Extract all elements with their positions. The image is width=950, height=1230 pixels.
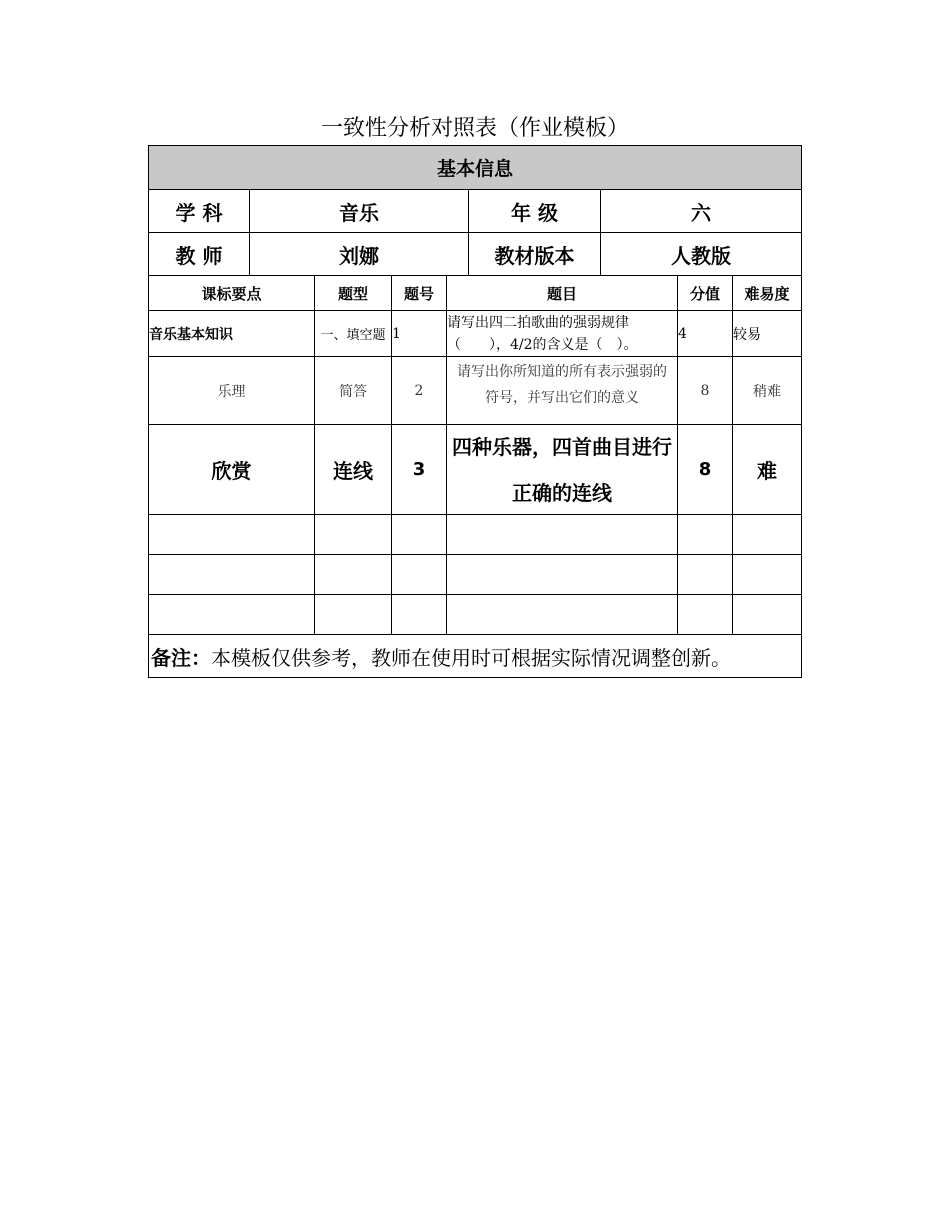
analysis-table (148, 145, 802, 678)
empty-cell (677, 595, 732, 634)
cell-type: 连线 (314, 425, 391, 514)
grade-value: 六 (600, 190, 801, 232)
column-header-score: 分值 (677, 276, 732, 310)
subject-value: 音乐 (249, 190, 468, 232)
column-header-type: 题型 (314, 276, 391, 310)
empty-cell (732, 595, 801, 634)
table-row (149, 514, 801, 554)
cell-number: 2 (391, 357, 446, 424)
empty-cell (391, 555, 446, 594)
table-row (149, 356, 801, 424)
info-row-subject (149, 189, 801, 232)
cell-question: 请写出四二拍歌曲的强弱规律（ ），4/2的含义是（ ）。 (446, 311, 677, 356)
cell-question: 请写出你所知道的所有表示强弱的符号，并写出它们的意义 (446, 357, 677, 424)
table-row (149, 310, 801, 356)
column-header-number: 题号 (391, 276, 446, 310)
cell-score: 8 (677, 425, 732, 514)
cell-number: 3 (391, 425, 446, 514)
cell-number: 1 (391, 311, 446, 356)
cell-type: 一、填空题 (314, 311, 391, 356)
empty-cell (314, 595, 391, 634)
empty-cell (149, 515, 314, 554)
cell-standard: 音乐基本知识 (149, 326, 233, 343)
empty-cell (732, 515, 801, 554)
cell-difficulty: 难 (732, 425, 801, 514)
column-header-difficulty: 难易度 (732, 276, 801, 310)
empty-cell (446, 515, 677, 554)
table-row (149, 594, 801, 634)
table-row (149, 554, 801, 594)
table-row (149, 424, 801, 514)
empty-cell (314, 555, 391, 594)
note-cell (149, 635, 801, 678)
cell-difficulty: 较易 (732, 311, 801, 356)
info-row-teacher (149, 232, 801, 275)
document-title: 一致性分析对照表（作业模板） (320, 116, 629, 141)
column-header-question: 题目 (446, 276, 677, 310)
empty-cell (149, 555, 314, 594)
column-header-row (149, 275, 801, 310)
note-text: 本模板仅供参考，教师在使用时可根据实际情况调整创新。 (211, 646, 731, 670)
teacher-value: 刘娜 (249, 233, 468, 275)
empty-cell (446, 555, 677, 594)
basic-info-header-row (149, 146, 801, 189)
basic-info-header: 基本信息 (436, 158, 513, 180)
empty-cell (446, 595, 677, 634)
empty-cell (149, 595, 314, 634)
empty-cell (314, 515, 391, 554)
note-row (149, 634, 801, 677)
grade-label: 年 级 (468, 190, 600, 232)
empty-cell (677, 515, 732, 554)
cell-standard: 欣赏 (211, 459, 252, 483)
cell-difficulty: 稍难 (732, 357, 801, 424)
cell-question: 四种乐器，四首曲目进行正确的连线 (446, 425, 677, 514)
cell-type: 简答 (314, 357, 391, 424)
teacher-label: 教 师 (175, 243, 223, 268)
empty-cell (677, 555, 732, 594)
empty-cell (391, 515, 446, 554)
cell-standard: 乐理 (217, 383, 246, 400)
column-header-standard: 课标要点 (201, 284, 262, 303)
cell-score: 8 (677, 357, 732, 424)
empty-cell (732, 555, 801, 594)
subject-label: 学 科 (175, 200, 223, 225)
edition-label: 教材版本 (468, 233, 600, 275)
edition-value: 人教版 (600, 233, 801, 275)
cell-score: 4 (677, 311, 732, 356)
empty-cell (391, 595, 446, 634)
note-label: 备注： (151, 646, 211, 670)
